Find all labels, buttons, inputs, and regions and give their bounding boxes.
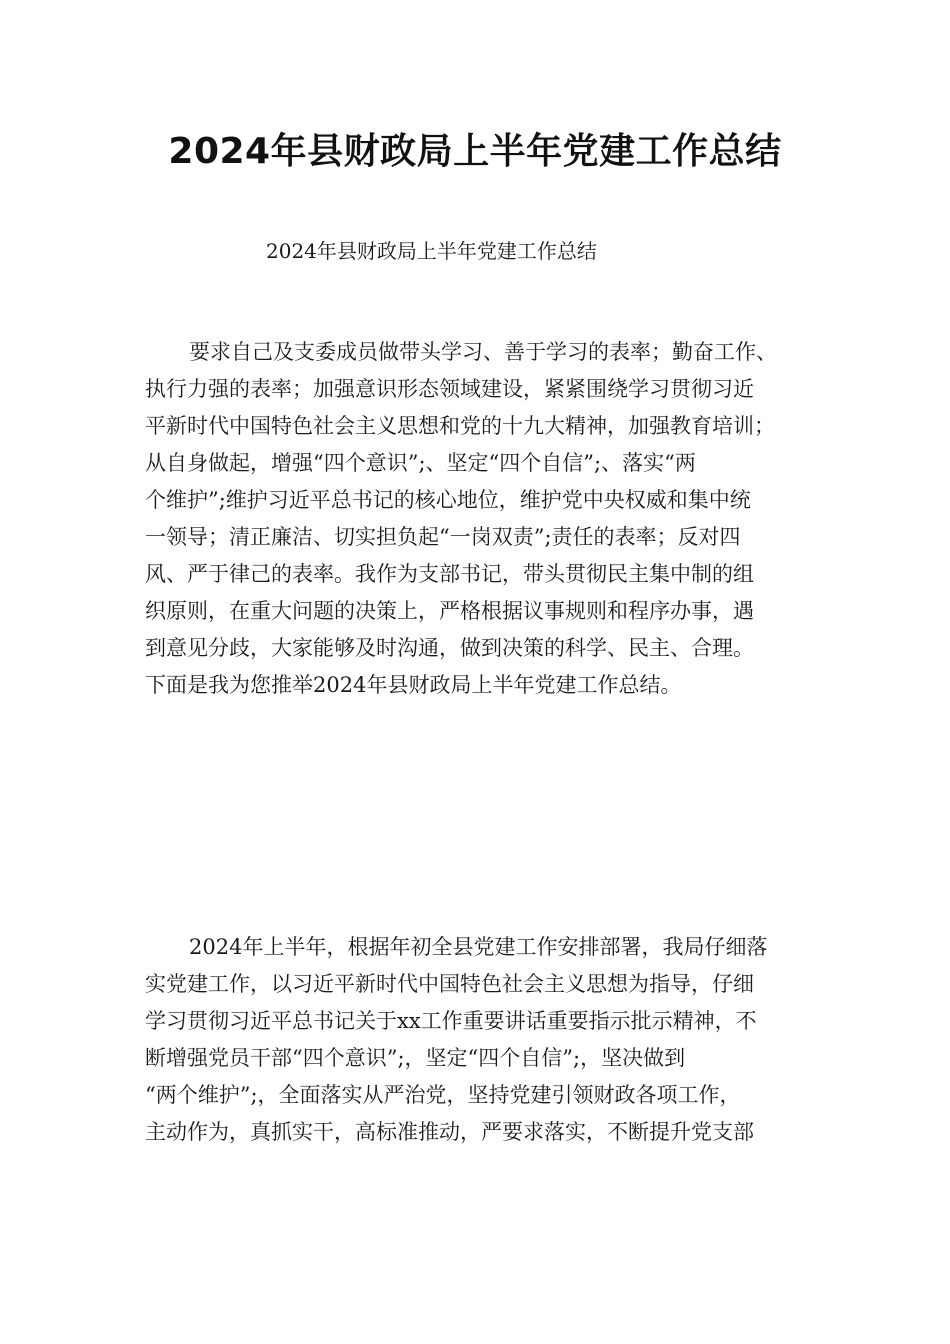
paragraph-line: 执行力强的表率；加强意识形态领域建设，紧紧围绕学习贯彻习近 bbox=[145, 377, 754, 401]
paragraph-line: 学习贯彻习近平总书记关于xx工作重要讲话重要指示批示精神，不 bbox=[145, 1009, 757, 1033]
paragraph-body bbox=[145, 929, 813, 1151]
paragraph-intro bbox=[145, 334, 813, 704]
paragraph-line: “两个维护”;，全面落实从严治党，坚持党建引领财政各项工作， bbox=[145, 1083, 741, 1107]
paragraph-line: 2024年上半年，根据年初全县党建工作安排部署，我局仔细落 bbox=[189, 935, 768, 959]
paragraph-line: 从自身做起，增强“四个意识”;、坚定“四个自信”;、落实“两 bbox=[145, 451, 696, 475]
paragraph-line: 织原则，在重大问题的决策上，严格根据议事规则和程序办事，遇 bbox=[145, 599, 754, 623]
paragraph-line: 平新时代中国特色社会主义思想和党的十九大精神，加强教育培训； bbox=[145, 414, 775, 438]
paragraph-line: 到意见分歧，大家能够及时沟通，做到决策的科学、民主、合理。 bbox=[145, 636, 754, 660]
paragraph-line: 实党建工作，以习近平新时代中国特色社会主义思想为指导，仔细 bbox=[145, 972, 754, 996]
paragraph-line: 下面是我为您推举2024年县财政局上半年党建工作总结。 bbox=[145, 673, 682, 697]
paragraph-line: 断增强党员干部“四个意识”;，坚定“四个自信”;，坚决做到 bbox=[145, 1046, 686, 1070]
paragraph-line: 个维护”;维护习近平总书记的核心地位，维护党中央权威和集中统 bbox=[145, 488, 751, 512]
document-title: 2024年县财政局上半年党建工作总结 bbox=[168, 131, 782, 172]
paragraph-line: 一领导；清正廉洁、切实担负起“一岗双责”;责任的表率；反对四 bbox=[145, 525, 741, 549]
paragraph-line: 要求自己及支委成员做带头学习、善于学习的表率；勤奋工作、 bbox=[189, 340, 777, 364]
document-subtitle: 2024年县财政局上半年党建工作总结 bbox=[266, 239, 597, 263]
paragraph-line: 主动作为，真抓实干，高标准推动，严要求落实，不断提升党支部 bbox=[145, 1120, 754, 1144]
paragraph-line: 风、严于律己的表率。我作为支部书记，带头贯彻民主集中制的组 bbox=[145, 562, 754, 586]
